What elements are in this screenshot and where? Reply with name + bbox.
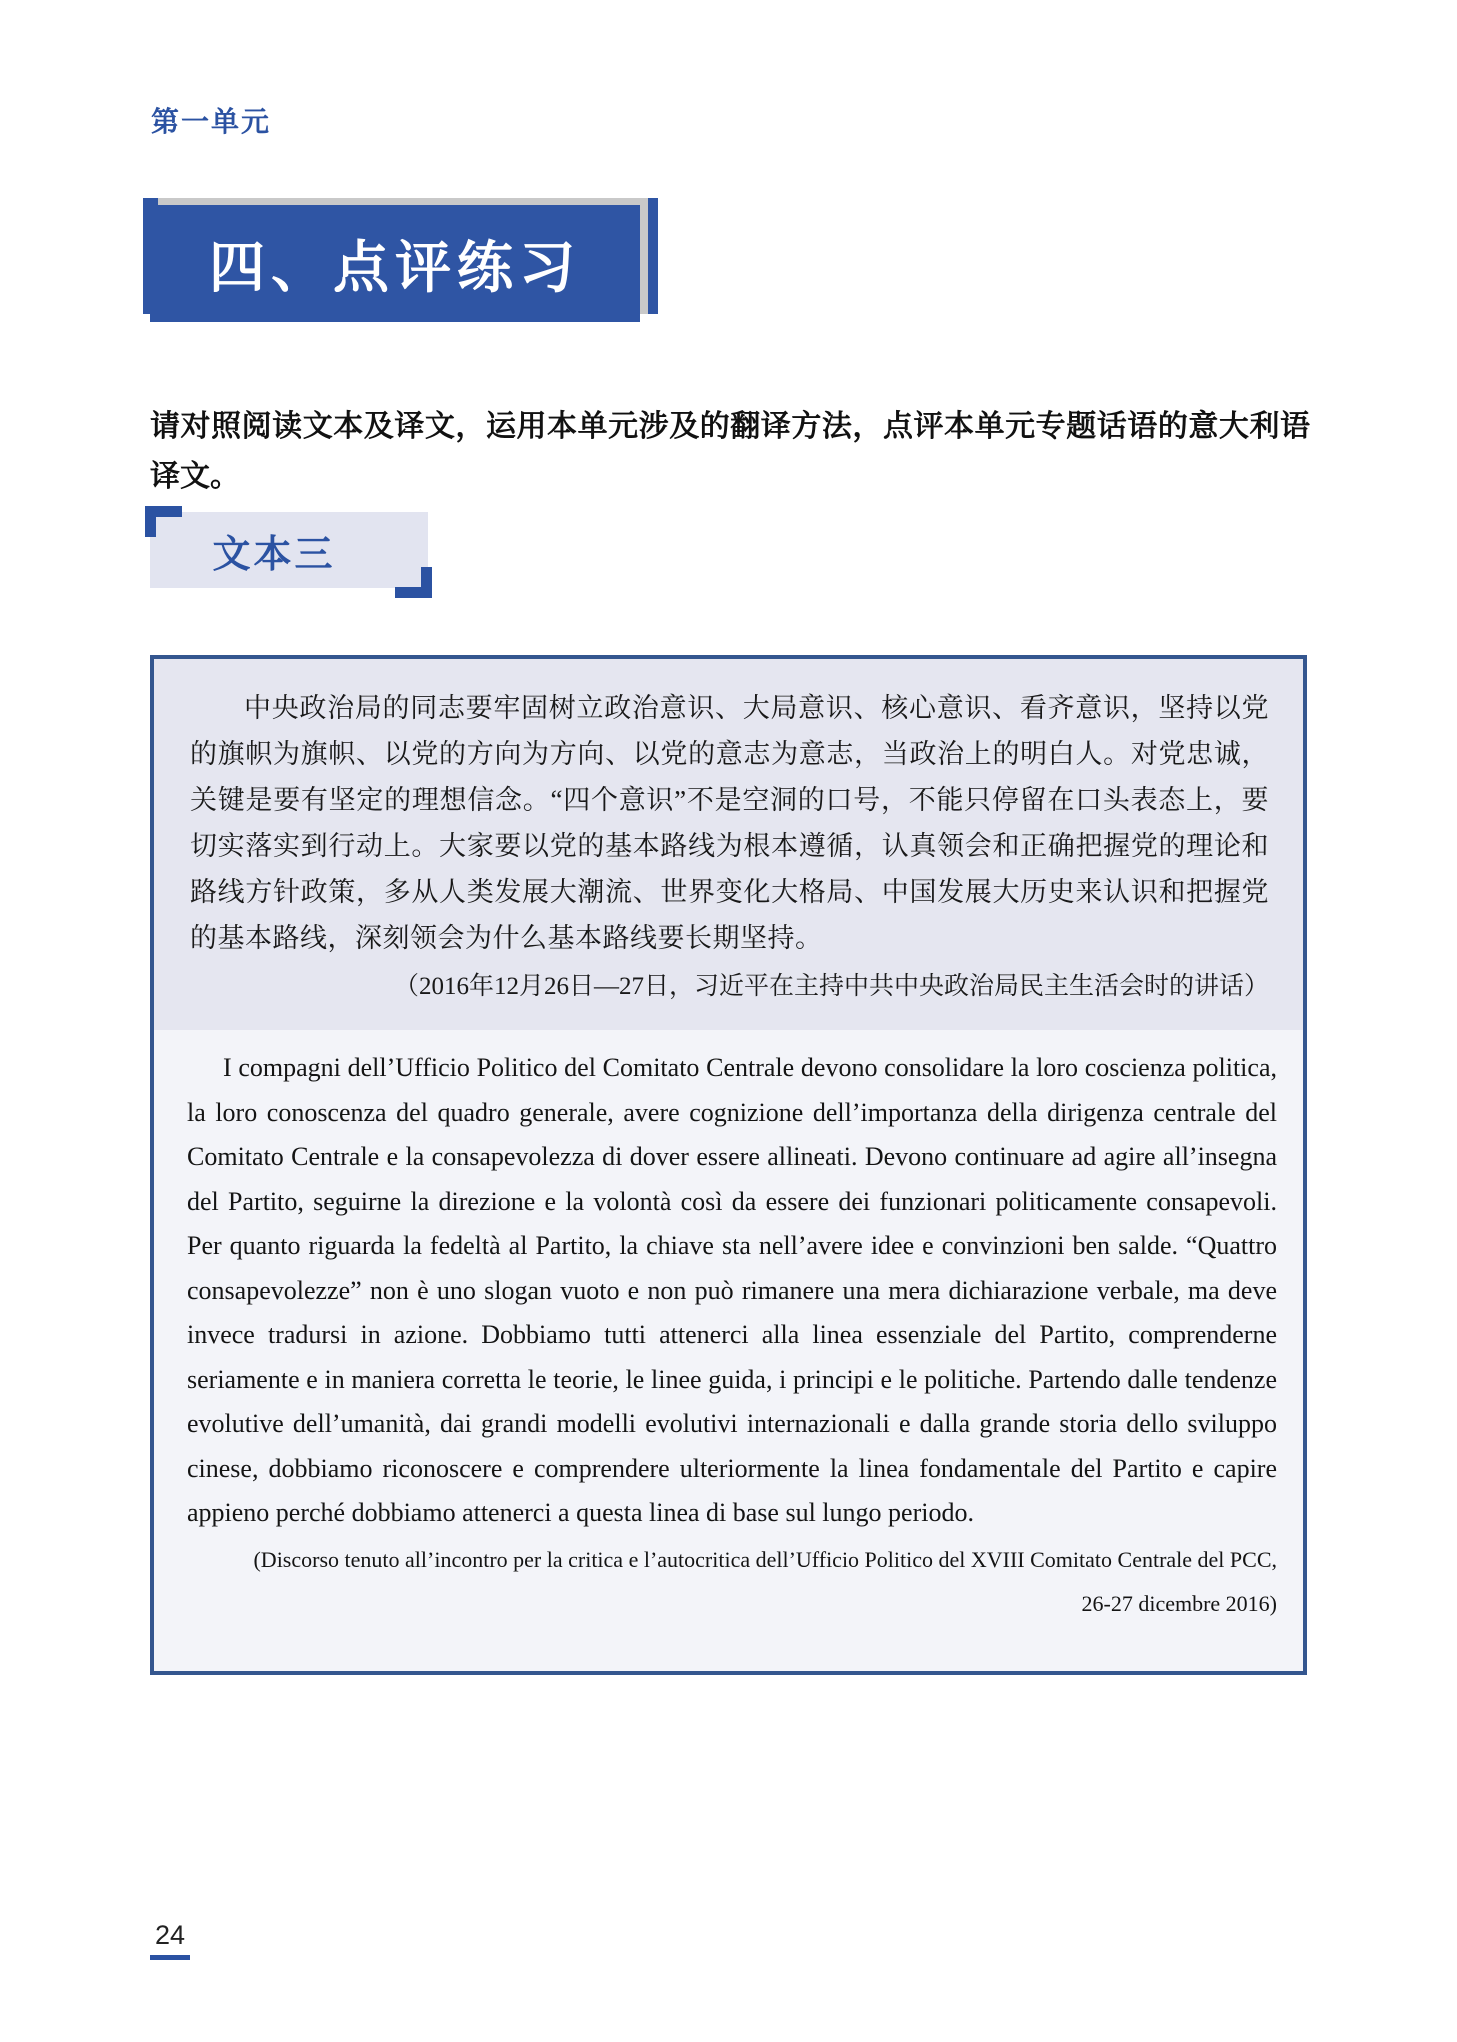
text-block-label-box bbox=[150, 512, 428, 588]
text-block-label: 文本三 bbox=[212, 533, 336, 576]
page-footer bbox=[150, 1920, 190, 1960]
italian-translation-body: I compagni dell’Ufficio Politico del Comitato Centrale devono consolidare la loro coscienza politica, la loro conoscenza del quadro generale, avere cognizione dell’importanza della dirigenza centrale del Comitato Centrale e la consapevolezza di dover essere allineati. Devono continuare ad agire all’insegna del Partito, seguirne la direzione e la volontà così da essere dei funzionari politicamente consapevoli. Per quanto riguarda la fedeltà al Partito, la chiave sta nell’avere idee e convinzioni ben salde. “Quattro consapevolezze” non è uno slogan vuoto e non può rimanere una mera dichiarazione verbale, ma deve invece tradursi in azione. Dobbiamo tutti attenerci alla linea essenziale del Partito, comprenderne seriamente e in maniera corretta le teorie, le linee guida, i principi e le politiche. Partendo dalle tendenze evolutive dell’umanità, dai grandi modelli evolutivi internazionali e dalla grande storia dello sviluppo cinese, dobbiamo riconoscere e comprendere ulteriormente la linea fondamentale del Partito e capire appieno perché dobbiamo attenerci a questa linea di base sul lungo periodo. bbox=[187, 1053, 1277, 1527]
chinese-quote-attribution: （2016年12月26日—27日，习近平在主持中共中央政治局民主生活会时的讲话） bbox=[393, 973, 1269, 1000]
quote-box bbox=[150, 655, 1307, 1675]
section-title: 四、点评练习 bbox=[209, 237, 581, 300]
italian-translation-attribution bbox=[187, 1538, 1277, 1626]
unit-header: 第一单元 bbox=[151, 106, 272, 137]
chinese-quote-section bbox=[154, 659, 1303, 1030]
corner-bracket-top-left bbox=[145, 506, 182, 537]
italian-attribution-line2: 26-27 dicembre 2016) bbox=[1081, 1590, 1277, 1616]
section-banner bbox=[150, 205, 640, 322]
exercise-instruction: 请对照阅读文本及译文，运用本单元涉及的翻译方法，点评本单元专题话语的意大利语译文。 bbox=[150, 410, 1310, 493]
italian-attribution-line1: (Discorso tenuto all’incontro per la critica e l’autocritica dell’Ufficio Politico del XVIII Comitato Centrale del PCC, bbox=[253, 1546, 1277, 1572]
page-number: 24 bbox=[154, 1920, 186, 1950]
corner-bracket-bottom-right bbox=[395, 567, 432, 598]
chinese-quote-body: 中央政治局的同志要牢固树立政治意识、大局意识、核心意识、看齐意识，坚持以党的旗帜为旗帜、以党的方向为方向、以党的意志为意志，当政治上的明白人。对党忠诚，关键是要有坚定的理想信念。“四个意识”不是空洞的口号，不能只停留在口头表态上，要切实落实到行动上。大家要以党的基本路线为根本遵循，认真领会和正确把握党的理论和路线方针政策，多从人类发展大潮流、世界变化大格局、中国发展大历史来认识和把握党的基本路线，深刻领会为什么基本路线要长期坚持。 bbox=[190, 693, 1269, 953]
banner-front-layer bbox=[150, 205, 640, 322]
page-number-underline bbox=[150, 1955, 190, 1960]
italian-translation-section bbox=[154, 1030, 1303, 1671]
